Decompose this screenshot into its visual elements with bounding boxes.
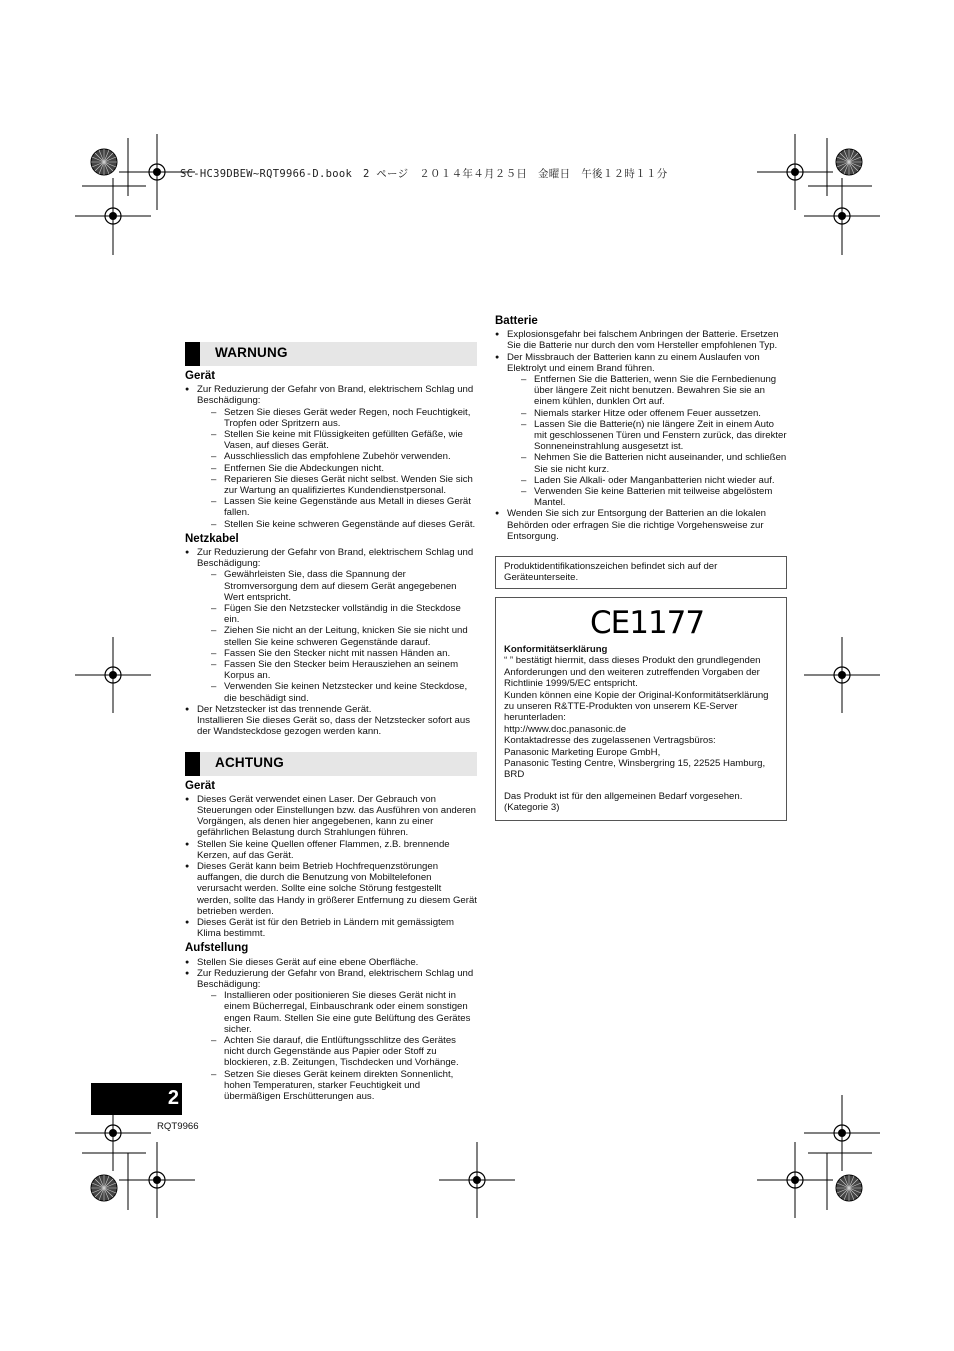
- left-column: [185, 342, 477, 1102]
- list-item: ● Zur Reduzierung der Gefahr von Brand, elektrischem Schlag und Beschädigung: – Gewährleisten Sie, dass die Spannung der Stromversorgung dem auf diesem Gerät angegebenen Wert entspricht. – Fügen Sie den Netzstecker vollständig in die Steckdose ein. – Ziehen Sie nicht an der Leitung, knicken Sie sie nicht und stellen Sie keine schweren Gegenstände darauf. – Fassen Sie den Stecker nicht mit nassen Händen an. – Fassen Sie den Stecker beim Herausziehen an seinem Korpus an. – Verwenden Sie keinen Netzstecker und keine Steckdose, die beschädigt sind.: [185, 547, 477, 704]
- list-item: – Lassen Sie keine Gegenstände aus Metall in dieses Gerät fallen.: [211, 496, 477, 518]
- batterie-list: [495, 329, 787, 542]
- conformity-text: Kontaktadresse des zugelassenen Vertragsbüros:: [504, 735, 716, 747]
- list-item: – Ziehen Sie nicht an der Leitung, knicken Sie sie nicht und stellen Sie keine schweren Gegenstände darauf.: [211, 625, 477, 647]
- achtung-geraet-list: [185, 794, 477, 940]
- sub-list: [197, 990, 477, 1102]
- section-bar-warnung: [185, 342, 477, 366]
- list-item: ● Dieses Gerät ist für den Betrieb in Ländern mit gemässigtem Klima bestimmt.: [185, 917, 477, 939]
- print-header-line: SC-HC39DBEW~RQT9966-D.book 2 ページ ２０１４年４月２５日 金曜日 午後１２時１１分: [180, 168, 668, 180]
- list-item: ● Der Missbrauch der Batterien kann zu einem Auslaufen von Elektrolyt und einem Brand führen. – Entfernen Sie die Batterien, wenn Sie die Fernbedienung über längere Zeit nicht benutzen. Bewahren Sie sie an einem kühlen, dunklen Ort auf. – Niemals starker Hitze oder offenem Feuer aussetzen. – Lassen Sie die Batterie(n) nie längere Zeit in einem Auto mit geschlossenen Türen und Fenstern zurück, das direkter Sonneneinstrahlung ausgesetzt ist. – Nehmen Sie die Batterien nicht auseinander, und schließen Sie sie nicht kurz. – Laden Sie Alkali- oder Manganbatterien nicht wieder auf. – Verwenden Sie keine Batterien mit teilweise abgelöstem Mantel.: [495, 352, 787, 509]
- list-item: – Nehmen Sie die Batterien nicht auseinander, und schließen Sie sie nicht kurz.: [521, 452, 787, 474]
- list-item: ● Stellen Sie dieses Gerät auf eine ebene Oberfläche.: [185, 957, 477, 968]
- section-title-achtung: ACHTUNG: [215, 754, 284, 770]
- list-item: – Entfernen Sie die Abdeckungen nicht.: [211, 463, 477, 474]
- conformity-text: Panasonic Marketing Europe GmbH,: [504, 746, 661, 758]
- list-item: – Fügen Sie den Netzstecker vollständig in die Steckdose ein.: [211, 603, 477, 625]
- list-item: ● Wenden Sie sich zur Entsorgung der Batterien an die lokalen Behörden oder erfragen Sie die richtige Vorgehensweise zur Entsorgung.: [495, 508, 787, 542]
- list-item: – Lassen Sie die Batterie(n) nie längere Zeit in einem Auto mit geschlossenen Türen und Fenstern zurück, das direkter Sonneneinstrahlung ausgesetzt ist.: [521, 419, 787, 453]
- aufstellung-list: [185, 957, 477, 1103]
- section-marker: [185, 752, 200, 776]
- list-item: – Reparieren Sie dieses Gerät nicht selbst. Wenden Sie sich zur Wartung an qualifiziertes Kundendienstpersonal.: [211, 474, 477, 496]
- list-item: – Setzen Sie dieses Gerät weder Regen, noch Feuchtigkeit, Tropfen oder Spritzern aus.: [211, 407, 477, 429]
- list-item: – Installieren oder positionieren Sie dieses Gerät nicht in einem Bücherregal, Einbauschrank oder einem sonstigen engen Raum. Stellen Sie eine gute Belüftung des Gerätes sicher.: [211, 990, 477, 1035]
- right-column: [495, 312, 787, 821]
- section-marker: [185, 342, 200, 366]
- list-item: – Entfernen Sie die Batterien, wenn Sie die Fernbedienung über längere Zeit nicht benutzen. Bewahren Sie sie an einem kühlen, dunklen Ort auf.: [521, 374, 787, 408]
- model-code: RQT9966: [157, 1121, 199, 1132]
- subheading-geraet: Gerät: [185, 779, 216, 792]
- list-item: ● Stellen Sie keine Quellen offener Flammen, z.B. brennende Kerzen, auf das Gerät.: [185, 839, 477, 861]
- sub-list: [197, 569, 477, 703]
- list-item: ● Zur Reduzierung der Gefahr von Brand, elektrischem Schlag und Beschädigung: – Installieren oder positionieren Sie dieses Gerät nicht in einem Bücherregal, Einbauschrank oder einem sonstigen engen Raum. Stellen Sie eine gute Belüftung des Gerätes sicher. – Achten Sie darauf, die Entlüftungsschlitze des Gerätes nicht durch Gegenstände aus Papier oder Stoff zu blockieren, z.B. Zeitungen, Tischdecken und Vorhänge. – Setzen Sie dieses Gerät keinem direkten Sonnenlicht, hohen Temperaturen, starker Feuchtigkeit und übermäßigen Erschütterungen aus.: [185, 968, 477, 1102]
- conformity-text: Das Produkt ist für den allgemeinen Bedarf vorgesehen. (Kategorie 3): [504, 790, 743, 814]
- list-item: – Stellen Sie keine mit Flüssigkeiten gefüllten Gefäße, wie Vasen, auf dieses Gerät.: [211, 429, 477, 451]
- list-item: – Fassen Sie den Stecker nicht mit nassen Händen an.: [211, 648, 477, 659]
- sub-list: [197, 407, 477, 530]
- ce-mark-logo: CE1177: [590, 604, 705, 641]
- section-title-warnung: WARNUNG: [215, 345, 288, 360]
- warnung-geraet-list: [185, 384, 477, 530]
- list-item: – Laden Sie Alkali- oder Manganbatterien nicht wieder auf.: [521, 475, 787, 486]
- warnung-netzkabel-list: [185, 547, 477, 737]
- subheading-aufstellung: Aufstellung: [185, 942, 249, 955]
- list-item: – Achten Sie darauf, die Entlüftungsschlitze des Gerätes nicht durch Gegenstände aus Papier oder Stoff zu blockieren, z.B. Zeitungen, Tischdecken und Vorhänge.: [211, 1035, 477, 1069]
- subheading-batterie: Batterie: [495, 315, 538, 327]
- conformity-text: “ ” bestätigt hiermit, dass dieses Produkt den grundlegenden Anforderungen und den weiteren zutreffenden Vorgaben der Richtlinie 1999/5/EC entspricht.: [504, 655, 761, 690]
- list-item: ● Zur Reduzierung der Gefahr von Brand, elektrischem Schlag und Beschädigung: – Setzen Sie dieses Gerät weder Regen, noch Feuchtigkeit, Tropfen oder Spritzern aus. – Stellen Sie keine mit Flüssigkeiten gefüllten Gefäße, wie Vasen, auf dieses Gerät. – Ausschliesslich das empfohlene Zubehör verwenden. – Entfernen Sie die Abdeckungen nicht. – Reparieren Sie dieses Gerät nicht selbst. Wenden Sie sich zur Wartung an qualifiziertes Kundendienstpersonal. – Lassen Sie keine Gegenstände aus Metall in dieses Gerät fallen. – Stellen Sie keine schweren Gegenstände auf dieses Gerät.: [185, 384, 477, 530]
- list-item: – Verwenden Sie keine Batterien mit teilweise abgelöstem Mantel.: [521, 486, 787, 508]
- page-number-tab: [91, 1083, 182, 1115]
- list-item: – Setzen Sie dieses Gerät keinem direkten Sonnenlicht, hohen Temperaturen, starker Feuchtigkeit und übermäßigen Erschütterungen aus.: [211, 1069, 477, 1103]
- list-item: ● Dieses Gerät verwendet einen Laser. Der Gebrauch von Steuerungen oder Einstellungen bzw. das Ausführen von anderen Vorgängen, als denen hier angegebenen, kann zu einer gefährlichen Belastung durch Strahlungen führen.: [185, 794, 477, 839]
- list-item: – Fassen Sie den Stecker beim Herausziehen an seinem Korpus an.: [211, 659, 477, 681]
- product-id-text: Produktidentifikationszeichen befindet sich auf der Geräteunterseite.: [504, 561, 718, 584]
- section-bar-achtung: [185, 752, 477, 776]
- list-item: – Verwenden Sie keinen Netzstecker und keine Steckdose, die beschädigt sind.: [211, 681, 477, 703]
- subheading-geraet: Gerät: [185, 370, 216, 382]
- conformity-url: http://www.doc.panasonic.de: [504, 723, 627, 735]
- list-item: – Gewährleisten Sie, dass die Spannung der Stromversorgung dem auf diesem Gerät angegebenen Wert entspricht.: [211, 569, 477, 603]
- sub-list: [507, 374, 787, 508]
- list-item: – Niemals starker Hitze oder offenem Feuer aussetzen.: [521, 408, 787, 419]
- list-item: ● Der Netzstecker ist das trennende Gerät. Installieren Sie dieses Gerät so, dass der Netzstecker sofort aus der Wandsteckdose gezogen werden kann.: [185, 704, 477, 738]
- list-item: ● Dieses Gerät kann beim Betrieb Hochfrequenzstörungen auffangen, die durch die Benutzung von Mobiltelefonen verursacht werden. Sollte eine solche Störung festgestellt werden, sollte das Handy in größerer Entfernung zu diesem Gerät betrieben werden.: [185, 861, 477, 917]
- list-item: – Ausschliesslich das empfohlene Zubehör verwenden.: [211, 451, 477, 462]
- conformity-text: Kunden können eine Kopie der Original-Konformitätserklärung zu unseren R&TTE-Produkten von unserem KE-Server herunterladen:: [504, 689, 769, 724]
- subheading-netzkabel: Netzkabel: [185, 532, 239, 545]
- product-id-box: [495, 556, 787, 589]
- list-item: – Stellen Sie keine schweren Gegenstände auf dieses Gerät.: [211, 519, 477, 530]
- page-number: 2: [167, 1087, 179, 1109]
- conformity-title: Konformitätserklärung: [504, 643, 608, 655]
- list-item: ● Explosionsgefahr bei falschem Anbringen der Batterie. Ersetzen Sie die Batterie nur durch den vom Hersteller empfohlenen Typ.: [495, 329, 787, 351]
- conformity-box: [495, 597, 787, 821]
- conformity-text: Panasonic Testing Centre, Winsbergring 15, 22525 Hamburg, BRD: [504, 757, 766, 781]
